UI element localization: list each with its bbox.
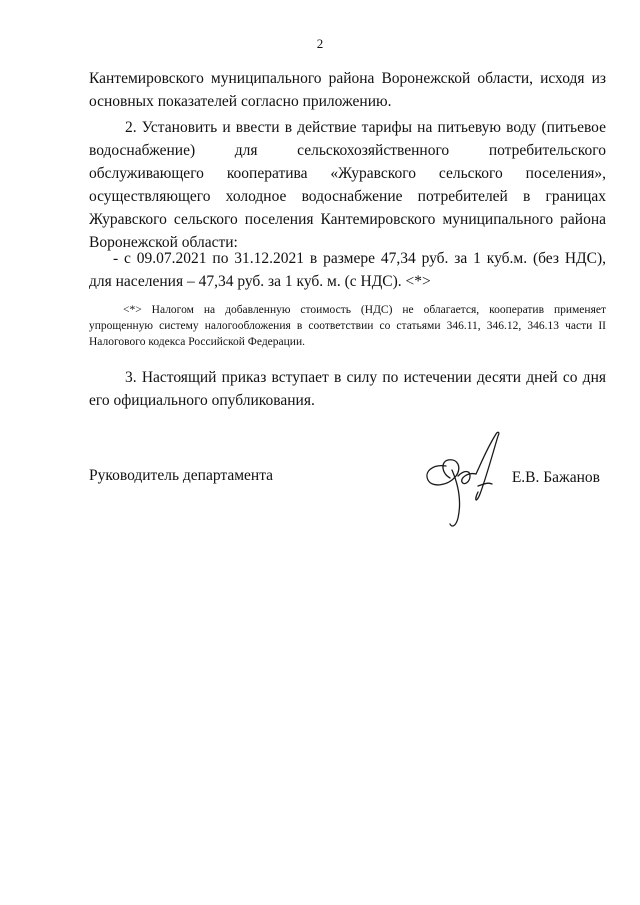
tariff-line: - с 09.07.2021 по 31.12.2021 в размере 47,34 руб. за 1 куб.м. (без НДС), для населения – 47,34 руб. за 1 куб. м. (с НДС). <*> <box>89 250 606 290</box>
paragraph-tariffs: 2. Установить и ввести в действие тарифы на питьевую воду (питьевое водоснабжение) для сельскохозяйственного потребительского обслуживающего кооператива «Журавского сельского поселения», осуществляющего холодное водоснабжение потребителей в границах Журавского сельского поселения Кантемировского муниципального района Воронежской области: <box>89 119 606 251</box>
footnote-vat: <*> Налогом на добавленную стоимость (НДС) не облагается, кооператив применяет упрощенную систему налогообложения в соответствии со статьями 346.11, 346.12, 346.13 части II Налогового кодекса Российской Федерации. <box>89 304 606 348</box>
signatory-title: Руководитель департамента <box>89 467 274 484</box>
signature-block <box>89 467 606 491</box>
signatory-name: Е.В. Бажанов <box>511 469 600 486</box>
page-number: 2 <box>316 36 324 51</box>
paragraph-continuation: Кантемировского муниципального района Воронежской области, исходя из основных показателей согласно приложению. <box>89 70 606 110</box>
paragraph-effective-date: 3. Настоящий приказ вступает в силу по истечении десяти дней со дня его официального опубликования. <box>89 369 606 409</box>
handwritten-signature-icon <box>418 426 518 531</box>
